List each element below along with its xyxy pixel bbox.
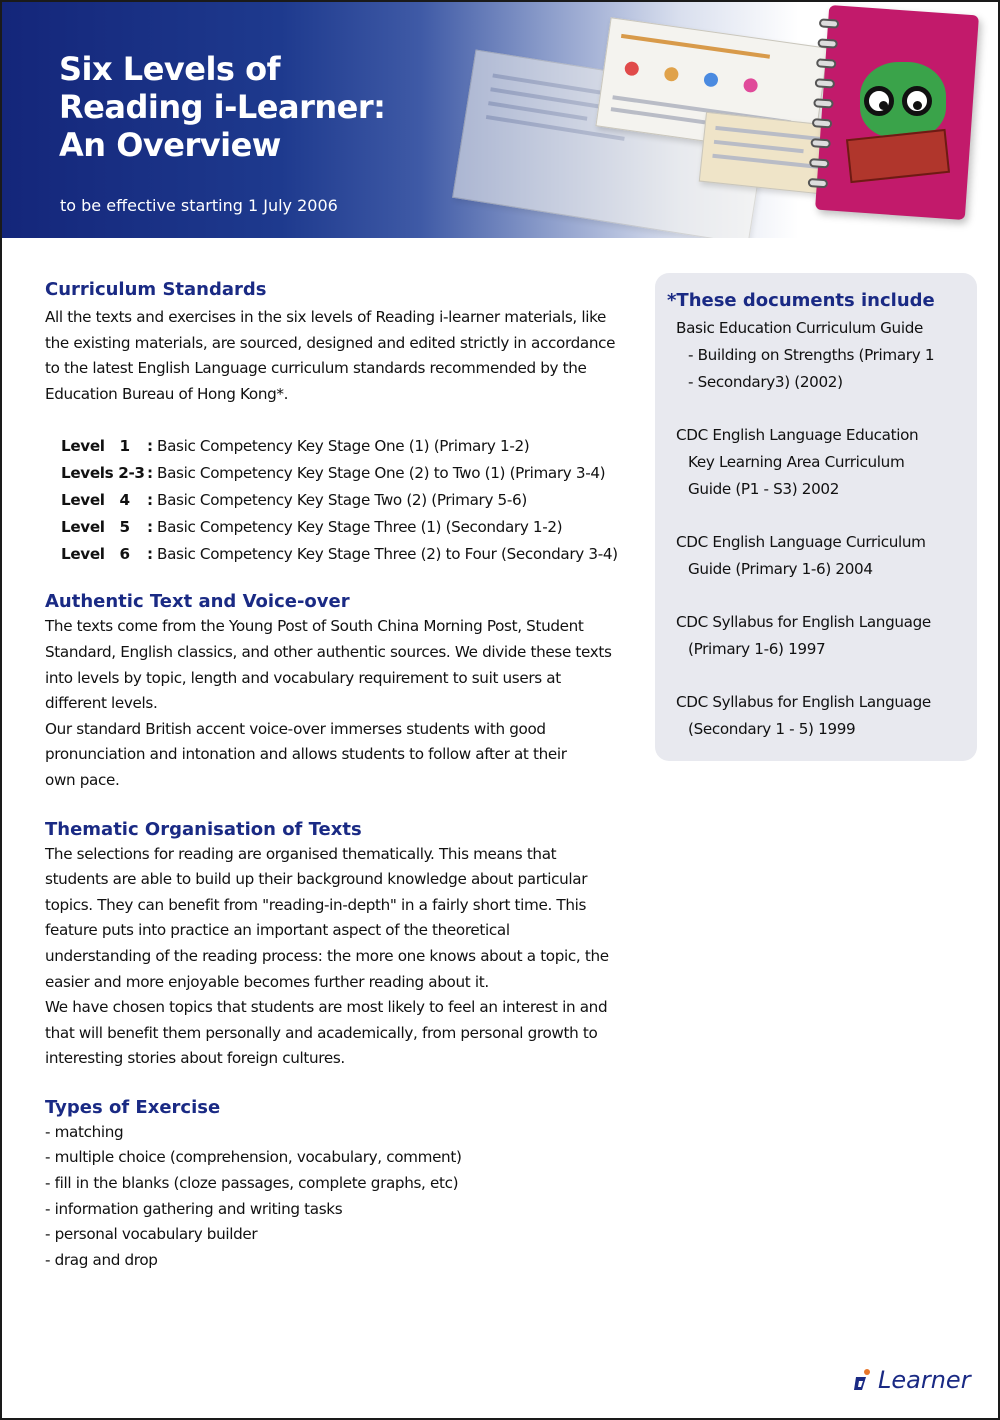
text-line: interesting stories about foreign cultures. <box>45 1049 345 1068</box>
document-item <box>676 529 965 583</box>
level-row <box>61 460 645 487</box>
section-text <box>45 842 645 1072</box>
document-item <box>676 609 965 663</box>
document-title: CDC Syllabus for English Language <box>676 693 931 711</box>
document-line: Key Learning Area Curriculum <box>688 453 905 471</box>
section-text <box>45 305 645 407</box>
section-heading: Authentic Text and Voice-over <box>45 591 350 613</box>
text-line: easier and more enjoyable becomes further reading about it. <box>45 972 489 991</box>
text-line: different levels. <box>45 694 158 713</box>
level-label: Level 4 <box>61 491 130 510</box>
section-exercise <box>45 1096 645 1274</box>
text-line: that will benefit them personally and academically, from personal growth to <box>45 1023 598 1042</box>
glasses-icon <box>864 86 894 116</box>
text-line: All the texts and exercises in the six levels of Reading i-learner materials, like <box>45 308 606 326</box>
section-heading: Types of Exercise <box>45 1096 221 1118</box>
section-curriculum <box>45 278 645 568</box>
levels-list <box>61 433 645 568</box>
list-item: - matching <box>45 1122 124 1141</box>
title-line: Six Levels of <box>59 50 281 88</box>
level-colon: : <box>147 518 153 537</box>
text-line: own pace. <box>45 770 120 789</box>
section-thematic <box>45 818 645 1072</box>
documents-sidebar <box>655 273 977 761</box>
document-line: (Secondary 1 - 5) 1999 <box>688 720 856 738</box>
level-text: Basic Competency Key Stage Two (2) (Primary 5-6) <box>157 491 527 510</box>
document-line: Guide (P1 - S3) 2002 <box>688 480 840 498</box>
text-line: pronunciation and intonation and allows students to follow after at their <box>45 745 567 764</box>
document-title: CDC Syllabus for English Language <box>676 613 931 631</box>
page-subtitle: to be effective starting 1 July 2006 <box>60 196 338 215</box>
section-authentic <box>45 590 645 793</box>
level-text: Basic Competency Key Stage Three (2) to Four (Secondary 3-4) <box>157 545 618 564</box>
page-title <box>59 50 385 164</box>
level-label: Level 6 <box>61 545 130 564</box>
level-colon: : <box>147 545 153 564</box>
sidebar-title: *These documents include <box>667 290 935 311</box>
document-line: - Building on Strengths (Primary 1 <box>688 346 935 364</box>
header-banner <box>2 2 998 238</box>
section-heading: Curriculum Standards <box>45 279 267 300</box>
list-item: - personal vocabulary builder <box>45 1225 258 1244</box>
level-colon: : <box>147 464 153 483</box>
text-line: We have chosen topics that students are most likely to feel an interest in and <box>45 998 608 1017</box>
text-line: Standard, English classics, and other authentic sources. We divide these texts <box>45 642 612 661</box>
logo-text: Learner <box>878 1366 971 1394</box>
level-row <box>61 514 645 541</box>
text-line: the existing materials, are sourced, designed and edited strictly in accordance <box>45 333 616 352</box>
document-item <box>676 422 965 503</box>
text-line: understanding of the reading process: the more one knows about a topic, the <box>45 946 609 965</box>
ilearner-logo-icon <box>852 1368 874 1392</box>
level-colon: : <box>147 437 153 456</box>
text-line: topics. They can benefit from "reading-in-depth" in a fairly short time. This <box>45 895 587 914</box>
document-title: CDC English Language Curriculum <box>676 533 926 551</box>
ilearner-logo <box>852 1366 971 1394</box>
document-line: Guide (Primary 1-6) 2004 <box>688 560 873 578</box>
section-text <box>45 614 645 793</box>
level-text: Basic Competency Key Stage One (2) to Two (1) (Primary 3-4) <box>157 464 606 483</box>
text-line: to the latest English Language curriculum standards recommended by the <box>45 359 587 378</box>
list-item: - multiple choice (comprehension, vocabulary, comment) <box>45 1148 462 1167</box>
text-line: Education Bureau of Hong Kong*. <box>45 384 289 403</box>
text-line: students are able to build up their background knowledge about particular <box>45 870 588 889</box>
exercise-list <box>45 1120 645 1274</box>
level-label: Level 5 <box>61 518 130 537</box>
document-title: CDC English Language Education <box>676 426 919 444</box>
text-line: The selections for reading are organised thematically. This means that <box>45 844 557 863</box>
section-heading: Thematic Organisation of Texts <box>45 818 362 840</box>
glasses-icon <box>902 86 932 116</box>
list-item: - fill in the blanks (cloze passages, complete graphs, etc) <box>45 1174 459 1193</box>
level-row <box>61 487 645 514</box>
document-line: (Primary 1-6) 1997 <box>688 640 826 658</box>
text-line: The texts come from the Young Post of South China Morning Post, Student <box>45 617 584 636</box>
title-line: An Overview <box>59 126 281 164</box>
level-label: Level 1 <box>61 437 130 456</box>
document-item <box>676 315 965 396</box>
level-colon: : <box>147 491 153 510</box>
level-label: Levels 2-3 <box>61 464 145 483</box>
level-text: Basic Competency Key Stage One (1) (Primary 1-2) <box>157 437 530 456</box>
list-item: - information gathering and writing tasks <box>45 1199 343 1218</box>
text-line: Our standard British accent voice-over immerses students with good <box>45 719 546 738</box>
text-line: feature puts into practice an important aspect of the theoretical <box>45 921 510 940</box>
level-row <box>61 433 645 460</box>
list-item: - drag and drop <box>45 1250 158 1269</box>
level-text: Basic Competency Key Stage Three (1) (Secondary 1-2) <box>157 518 563 537</box>
document-title: Basic Education Curriculum Guide <box>676 319 923 337</box>
level-row <box>61 541 645 568</box>
document-item <box>676 689 965 743</box>
main-content <box>45 278 645 1273</box>
text-line: into levels by topic, length and vocabulary requirement to suit users at <box>45 668 561 687</box>
title-line: Reading i-Learner: <box>59 88 386 126</box>
document-line: - Secondary3) (2002) <box>688 373 843 391</box>
